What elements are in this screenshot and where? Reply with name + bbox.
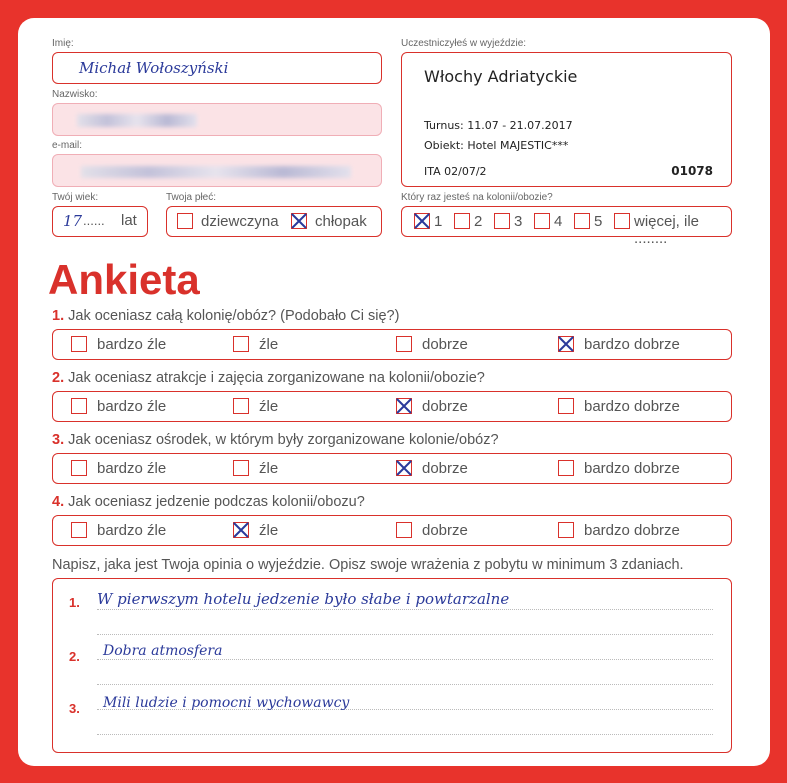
gender-field — [166, 206, 382, 237]
age-value: 17 — [63, 212, 83, 230]
redacted-email — [81, 166, 351, 178]
question-2-option-4-checkbox[interactable] — [558, 398, 574, 414]
which-4-label: 4 — [554, 213, 563, 230]
question-3-option-3-label: dobrze — [422, 460, 468, 477]
trip-label: Uczestniczyłeś w wyjeździe: — [401, 38, 527, 49]
opinion-line-3-text: Mili ludzie i pomocni wychowawcy — [103, 695, 350, 711]
question-1-option-3-checkbox[interactable] — [396, 336, 412, 352]
writing-line — [97, 634, 713, 635]
question-1-text — [52, 308, 399, 324]
which-2-label: 2 — [474, 213, 483, 230]
which-time-label: Który raz jesteś na kolonii/obozie? — [401, 192, 553, 203]
which-3-checkbox[interactable] — [494, 213, 510, 229]
question-2-option-4-label: bardzo dobrze — [584, 398, 680, 415]
question-1-option-3-label: dobrze — [422, 336, 468, 353]
which-1-label: 1 — [434, 213, 443, 230]
opinion-line-1-text: W pierwszym hotelu jedzenie było słabe i powtarzalne — [97, 590, 510, 608]
question-2-option-2-checkbox[interactable] — [233, 398, 249, 414]
trip-info-box — [401, 52, 732, 187]
trip-code: ITA 02/07/2 — [424, 165, 487, 178]
opinion-line-1-number: 1. — [69, 595, 80, 610]
question-1-label: Jak oceniasz całą kolonię/obóz? (Podobało Ci się?) — [68, 308, 400, 324]
first-name-field[interactable] — [52, 52, 382, 84]
which-4-checkbox[interactable] — [534, 213, 550, 229]
age-unit: lat — [121, 212, 137, 229]
email-field[interactable] — [52, 154, 382, 187]
writing-line — [97, 609, 713, 610]
trip-turnus: Turnus: 11.07 - 21.07.2017 — [424, 119, 573, 132]
question-4-option-2-label: źle — [259, 522, 279, 539]
email-label: e-mail: — [52, 140, 83, 151]
question-2-options — [52, 391, 732, 422]
question-3-option-2-label: źle — [259, 460, 279, 477]
question-2-option-1-checkbox[interactable] — [71, 398, 87, 414]
opinion-line-2-text: Dobra atmosfera — [103, 643, 223, 659]
question-2-option-3-label: dobrze — [422, 398, 468, 415]
question-1-option-1-label: bardzo źle — [97, 336, 167, 353]
age-dots: ...... — [83, 213, 105, 228]
question-3-option-4-checkbox[interactable] — [558, 460, 574, 476]
question-3-options — [52, 453, 732, 484]
question-1-option-2-label: źle — [259, 336, 279, 353]
question-4-option-4-label: bardzo dobrze — [584, 522, 680, 539]
question-1-options — [52, 329, 732, 360]
survey-title: Ankieta — [48, 256, 200, 303]
first-name-value: Michał Wołoszyński — [79, 59, 229, 77]
which-3-label: 3 — [514, 213, 523, 230]
age-label: Twój wiek: — [52, 192, 99, 203]
question-3-number: 3. — [52, 432, 65, 448]
question-1-option-4-checkbox[interactable] — [558, 336, 574, 352]
trip-name: Włochy Adriatyckie — [424, 67, 578, 86]
question-1-option-1-checkbox[interactable] — [71, 336, 87, 352]
question-3-option-2-checkbox[interactable] — [233, 460, 249, 476]
redacted-last-name — [77, 114, 197, 127]
which-5-label: 5 — [594, 213, 603, 230]
question-2-text — [52, 370, 485, 386]
question-3-option-1-label: bardzo źle — [97, 460, 167, 477]
last-name-label: Nazwisko: — [52, 89, 98, 100]
question-3-text — [52, 432, 499, 448]
question-2-label: Jak oceniasz atrakcje i zajęcia zorganizowane na kolonii/obozie? — [68, 370, 485, 386]
question-1-number: 1. — [52, 308, 65, 324]
writing-line — [97, 734, 713, 735]
which-time-field — [401, 206, 732, 247]
which-more-label: więcej, ile ........ — [634, 213, 700, 247]
question-1-option-4-label: bardzo dobrze — [584, 336, 680, 353]
opinion-prompt: Napisz, jaka jest Twoja opinia o wyjeździe. Opisz swoje wrażenia z pobytu w minimum 3 zdaniach. — [52, 557, 684, 573]
opinion-line-3-number: 3. — [69, 701, 80, 716]
which-5-checkbox[interactable] — [574, 213, 590, 229]
last-name-field[interactable] — [52, 103, 382, 136]
question-1-option-2-checkbox[interactable] — [233, 336, 249, 352]
form-number: 01078 — [671, 164, 713, 178]
gender-girl-label: dziewczyna — [201, 213, 279, 230]
writing-line — [97, 659, 713, 660]
question-4-option-3-label: dobrze — [422, 522, 468, 539]
trip-object: Obiekt: Hotel MAJESTIC*** — [424, 139, 569, 152]
gender-label: Twoja płeć: — [166, 192, 217, 203]
survey-sheet — [18, 18, 770, 766]
age-field[interactable] — [52, 206, 148, 237]
which-1-checkbox[interactable] — [414, 213, 430, 229]
question-4-options — [52, 515, 732, 546]
question-3-option-1-checkbox[interactable] — [71, 460, 87, 476]
question-2-option-3-checkbox[interactable] — [396, 398, 412, 414]
question-3-label: Jak oceniasz ośrodek, w którym były zorganizowane kolonie/obóz? — [68, 432, 499, 448]
question-3-option-3-checkbox[interactable] — [396, 460, 412, 476]
question-4-option-3-checkbox[interactable] — [396, 522, 412, 538]
question-4-label: Jak oceniasz jedzenie podczas kolonii/obozu? — [68, 494, 365, 510]
gender-boy-label: chłopak — [315, 213, 367, 230]
question-4-option-2-checkbox[interactable] — [233, 522, 249, 538]
opinion-box[interactable] — [52, 578, 732, 753]
question-4-option-4-checkbox[interactable] — [558, 522, 574, 538]
gender-girl-checkbox[interactable] — [177, 213, 193, 229]
which-2-checkbox[interactable] — [454, 213, 470, 229]
question-3-option-4-label: bardzo dobrze — [584, 460, 680, 477]
gender-boy-checkbox[interactable] — [291, 213, 307, 229]
question-4-number: 4. — [52, 494, 65, 510]
which-more-checkbox[interactable] — [614, 213, 630, 229]
question-4-option-1-label: bardzo źle — [97, 522, 167, 539]
question-4-option-1-checkbox[interactable] — [71, 522, 87, 538]
question-2-option-1-label: bardzo źle — [97, 398, 167, 415]
writing-line — [97, 684, 713, 685]
first-name-label: Imię: — [52, 38, 74, 49]
opinion-line-2-number: 2. — [69, 649, 80, 664]
question-4-text — [52, 494, 365, 510]
question-2-number: 2. — [52, 370, 65, 386]
question-2-option-2-label: źle — [259, 398, 279, 415]
